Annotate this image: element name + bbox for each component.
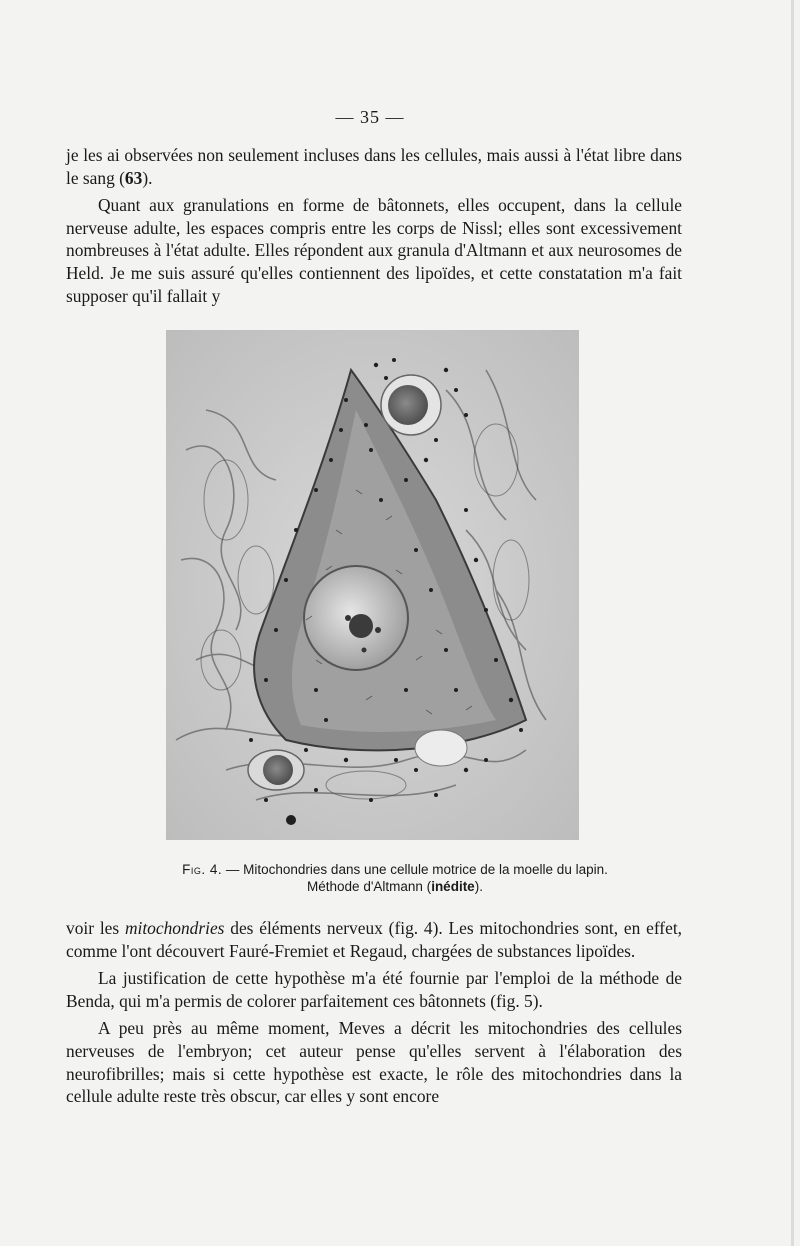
paragraph-3: voir les mitochondries des éléments nerveux (fig. 4). Les mitochondries sont, en effet, comme l'ont découvert Fauré-Fremiet et Regaud, chargées de substances lipoïdes. bbox=[66, 918, 682, 961]
top-text-block bbox=[66, 144, 682, 307]
figure-label: Fig. 4. bbox=[182, 862, 223, 877]
motor-neuron-drawing bbox=[166, 330, 579, 840]
paragraph-1: je les ai observées non seulement incluses dans les cellules, mais aussi à l'état libre dans le sang (63). bbox=[66, 145, 682, 188]
caption-line-1: Fig. 4. — Mitochondries dans une cellule motrice de la moelle du lapin. bbox=[182, 862, 608, 877]
figure-caption bbox=[95, 861, 695, 895]
paragraph-4: La justification de cette hypothèse m'a été fournie par l'emploi de la méthode de Benda, qui m'a permis de colorer parfaitement ces bâtonnets (fig. 5). bbox=[66, 968, 682, 1011]
page-edge bbox=[791, 0, 794, 1246]
paragraph-2: Quant aux granulations en forme de bâtonnets, elles occupent, dans la cellule nerveuse adulte, les espaces compris entre les corps de Nissl; elles sont excessivement nombreuses à l'état adulte. Elles répondent aux granula d'Altmann et aux neurosomes de Held. Je me suis assuré qu'elles contiennent des lipoïdes, et cette constatation m'a fait supposer qu'il fallait y bbox=[66, 195, 682, 306]
bottom-text-block bbox=[66, 917, 682, 1108]
caption-line-2: Méthode d'Altmann (inédite). bbox=[307, 879, 483, 894]
figure-illustration-cell bbox=[166, 330, 579, 840]
page-number: — 35 — bbox=[335, 107, 405, 127]
paragraph-5: A peu près au même moment, Meves a décrit les mitochondries des cellules nerveuses de l'embryon; cet auteur pense qu'elles servent à l'élaboration des neurofibrilles; mais si cette hypothèse est exacte, le rôle des mitochondries dans la cellule adulte reste très obscur, car elles y sont encore bbox=[66, 1018, 682, 1107]
